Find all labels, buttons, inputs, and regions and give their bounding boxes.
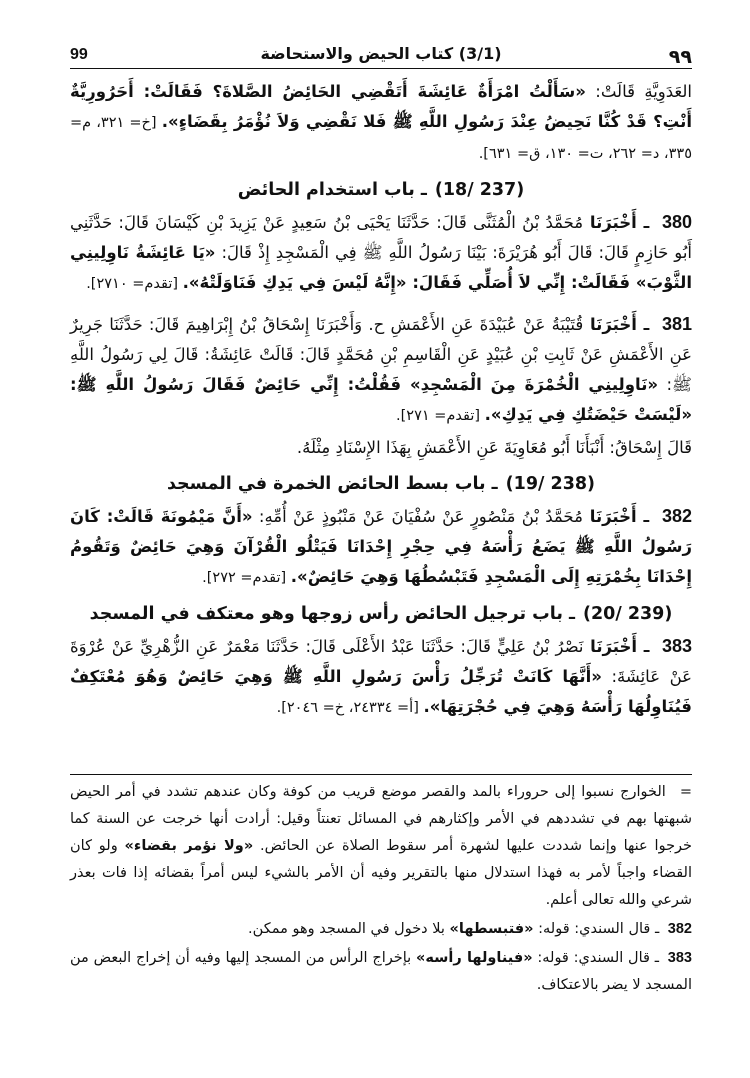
- footnote-number: 382: [667, 921, 692, 937]
- hadith-isnad: نَصْرُ بْنُ عَلِيٍّ قَالَ: حَدَّثَنَا عَبْدُ الأَعْلَى قَالَ: حَدَّثَنَا مَعْمَرٌ عَنِ الزُّهْرِيِّ عَنْ عُرْوَةَ عَنْ عَائِشَةَ:: [70, 637, 692, 686]
- chapter-heading: [70, 469, 692, 499]
- hadith-addendum: قَالَ إِسْحَاقُ: أَنْبَأَنَا أَبُو مُعَاوِيَةَ عَنِ الأَعْمَشِ بِهَذَا الإِسْنَادِ مِثْلَهُ.: [296, 438, 692, 457]
- hadith-number: 381: [661, 314, 692, 334]
- intro-matn: «سَأَلْتُ امْرَأَةٌ عَائِشَةَ أَتَقْضِي الحَائِضُ الصَّلاةَ؟ فَقَالَتْ: أَحَرُورِيَّةٌ أَنْتِ؟ قَدْ كُنَّا نَحِيضُ عِنْدَ رَسُولِ اللَّهِ ﷺ فَلا نَقْضِي وَلاَ نُؤْمَرُ بِقَضَاءٍ».: [70, 82, 692, 131]
- footnote-number: 383: [667, 950, 692, 966]
- footnote-quote: «فتبسطها»: [449, 921, 534, 937]
- hadith-opening: ـ أَخْبَرَنَا: [583, 637, 656, 656]
- footnote-quote: «فيناولها رأسه»: [415, 950, 533, 966]
- chapter-heading: [70, 599, 692, 629]
- footnote-lead: ـ قال السندي: قوله:: [532, 950, 664, 966]
- hadith-entry: [70, 501, 692, 593]
- footnotes-section: [70, 774, 692, 1001]
- footnote: [70, 945, 692, 999]
- footnote-after: بإخراج الرأس من المسجد إليها وفيه أن إخراج البعض من المسجد لا يضر بالاعتكاف.: [70, 950, 692, 993]
- chapter-number: (237 /18): [434, 180, 525, 200]
- hadith-matn: «أَنَّهَا كَانَتْ تُرَجِّلُ رَأْسَ رَسُولِ اللَّهِ ﷺ وَهِيَ حَائِضٌ وَهُوَ مُعْتَكِفٌ فَيُنَاوِلُهَا رَأْسَهُ وَهِيَ فِي حُجْرَتِهَا».: [70, 667, 692, 716]
- hadith-number: 380: [661, 212, 692, 232]
- running-header: [70, 42, 692, 69]
- footnote-after: بلا دخول في المسجد وهو ممكن.: [248, 921, 450, 937]
- chapter-number: (238 /19): [505, 474, 596, 494]
- hadith-number: 382: [661, 506, 693, 526]
- footnote-continuation-mark: =: [679, 784, 692, 800]
- hadith-reference: [تقدم= ٢٧١٠].: [86, 276, 183, 292]
- hadith-number: 383: [661, 636, 693, 656]
- hadith-opening: ـ أَخْبَرَنَا: [583, 213, 656, 232]
- hadith-reference: [تقدم= ٢٧١].: [396, 408, 485, 424]
- hadith-isnad: قُتَيْبَةُ عَنْ عُبَيْدَةَ عَنِ الأَعْمَشِ ح. وَأَخْبَرَنَا إِسْحَاقُ بْنُ إِبْرَاهِيمَ قَالَ: حَدَّثَنَا جَرِيرٌ عَنِ الأَعْمَشِ عَنْ ثَابِتِ بْنِ عُبَيْدٍ عَنِ الْقَاسِمِ بْنِ مُحَمَّدٍ قَالَ: قَالَتْ عَائِشَةُ: قَالَ لِي رَسُولُ اللَّهِ ﷺ:: [70, 315, 692, 394]
- page-number-latin: 99: [70, 46, 88, 63]
- intro-reference: [خ= ٣٢١، م= ٣٣٥، د= ٢٦٢، ت= ١٣٠، ق= ٦٣١].: [70, 115, 692, 162]
- hadith-isnad: مُحَمَّدُ بْنُ الْمُثَنَّى قَالَ: حَدَّثَنَا يَحْيَى بْنُ سَعِيدٍ عَنْ يَزِيدَ بْنِ كَيْسَانَ قَالَ: حَدَّثَنِي أَبُو حَازِمٍ قَالَ: قَالَ أَبُو هُرَيْرَةَ: بَيْنَا رَسُولُ اللَّهِ ﷺ فِي الْمَسْجِدِ إِذْ قَالَ:: [70, 213, 693, 262]
- hadith-matn: «أَنَّ مَيْمُونَةَ قَالَتْ: كَانَ رَسُولُ اللَّهِ ﷺ يَضَعُ رَأْسَهُ فِي حِجْرِ إِحْدَانَا فَيَتْلُو الْقُرْآنَ وَهِيَ حَائِضٌ وَتَقُومُ إِحْدَانَا بِخُمْرَتِهِ إِلَى الْمَسْجِدِ فَتَبْسُطُهَا وَهِيَ حَائِضٌ».: [70, 507, 692, 586]
- page-number-arabic: ٩٩: [668, 46, 692, 68]
- footnote-quote: «ولا نؤمر بقضاء»: [124, 838, 254, 854]
- footnote-lead: ـ قال السندي: قوله:: [533, 921, 664, 937]
- chapter-number: (239 /20): [582, 604, 673, 624]
- chapter-heading: [70, 175, 692, 205]
- hadith-isnad: مُحَمَّدُ بْنُ مَنْصُورٍ عَنْ سُفْيَانَ عَنْ مَنْبُوذٍ عَنْ أُمِّهِ:: [252, 507, 583, 526]
- hadith-entry: [70, 207, 692, 299]
- book-section-title: (3/1) كتاب الحيض والاستحاضة: [260, 44, 502, 63]
- hadith-reference: [تقدم= ٢٧٢].: [202, 570, 291, 586]
- hadith-entry: [70, 631, 692, 723]
- intro-lead: العَدَوِيَّةِ قَالَتْ:: [585, 82, 692, 101]
- footnote-after: ولو كان القضاء واجباً لأمر به فهذا استدلال منها بالتقرير وفيه أن الأمر بالشيء ليس أمراً بقضائه إذا فات بعذر شرعي والله تعالى أعلم.: [70, 838, 692, 908]
- footnote: [70, 779, 692, 914]
- chapter-title: ـ باب استخدام الحائض: [237, 180, 427, 200]
- chapter-title: ـ باب ترجيل الحائض رأس زوجها وهو معتكف في المسجد: [89, 604, 575, 624]
- intro-paragraph: [70, 77, 692, 169]
- hadith-matn: «يَا عَائِشَةُ نَاوِلِينِي الثَّوْبَ» فَقَالَتْ: إِنِّي لاَ أُصَلِّي فَقَالَ: «إِنَّهُ لَيْسَ فِي يَدِكِ فَنَاوَلَتْهُ».: [70, 243, 692, 292]
- hadith-opening: ـ أَخْبَرَنَا: [582, 507, 656, 526]
- hadith-entry: [70, 309, 692, 431]
- footnote-text: الخوارج نسبوا إلى حروراء بالمد والقصر موضع قريب من كوفة وكان عندهم تشدد في أمر الحيض شبهتها بهم في تشددهم في الأمر وإكثارهم في المسائل تعنتاً وقيل: أرادت أنها خرجت عن السنة كما خرجوا عنها وإنما شددت عليها لشهرة أمر سقوط الصلاة عن الحائض.: [70, 784, 692, 854]
- footnote: [70, 916, 692, 943]
- chapter-title: ـ باب بسط الحائض الخمرة في المسجد: [166, 474, 498, 494]
- main-text: [70, 77, 692, 723]
- hadith-reference: [أ= ٢٤٣٣٤، خ= ٢٠٤٦].: [276, 700, 424, 716]
- hadith-matn: «نَاوِلِينِي الْخُمْرَةَ مِنَ الْمَسْجِدِ» فَقُلْتُ: إِنِّي حَائِضٌ فَقَالَ رَسُولُ اللَّهِ ﷺ: «لَيْسَتْ حَيْضَتُكِ فِي يَدِكِ».: [70, 375, 692, 424]
- hadith-opening: ـ أَخْبَرَنَا: [583, 315, 656, 334]
